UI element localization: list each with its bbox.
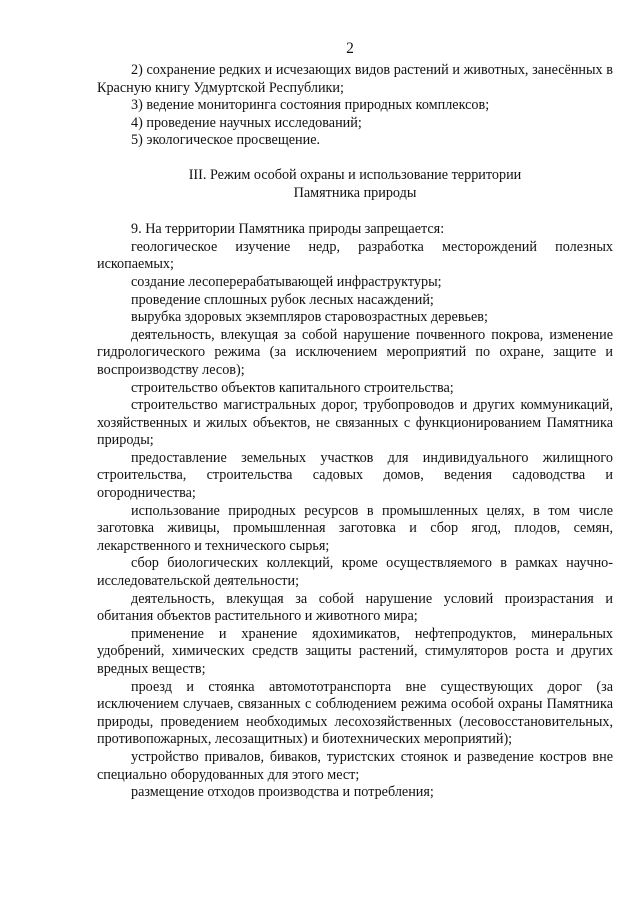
- goal-item-2: 2) сохранение редких и исчезающих видов растений и животных, занесённых в Красную книгу Удмуртской Республики;: [97, 62, 613, 96]
- goal-item-5: 5) экологическое просвещение.: [131, 132, 321, 149]
- clause-item: проезд и стоянка автомототранспорта вне существующих дорог (за исключением случаев, связанных с соблюдением режима особой охраны Памятника природы, проведением необходимых лесохозяйственных (лесовосстановительных, противопожарных, лесозащитных) и биотехнических мероприятий);: [97, 678, 613, 748]
- clause-item: строительство магистральных дорог, трубопроводов и других коммуникаций, хозяйственных и жилых объектов, не связанных с функционированием Памятника природы;: [97, 397, 613, 449]
- section-heading-line-1: III. Режим особой охраны и использование территории: [188, 166, 522, 183]
- goals-list: [97, 62, 613, 150]
- clause-item: строительство объектов капитального строительства;: [131, 379, 454, 396]
- clause-title: 9. На территории Памятника природы запрещается:: [131, 221, 445, 238]
- clause-item: сбор биологических коллекций, кроме осуществляемого в рамках научно-исследовательской деятельности;: [97, 555, 613, 590]
- clause-item: предоставление земельных участков для индивидуального жилищного строительства, строительства садовых домов, ведения садоводства и огородничества;: [97, 449, 613, 502]
- clause-item: вырубка здоровых экземпляров старовозрастных деревьев;: [131, 309, 488, 326]
- document-body: [97, 62, 613, 802]
- clause-9: [97, 221, 613, 802]
- clause-item: деятельность, влекущая за собой нарушение почвенного покрова, изменение гидрологического режима (за исключением мероприятий по охране, защите и воспроизводству лесов);: [97, 326, 613, 378]
- goal-item-4: 4) проведение научных исследований;: [131, 114, 362, 131]
- clause-item: деятельность, влекущая за собой нарушение условий произрастания и обитания объектов растительного и животного мира;: [97, 590, 613, 625]
- section-heading: [97, 167, 613, 202]
- clause-item: проведение сплошных рубок лесных насаждений;: [131, 291, 434, 308]
- page-number: 2: [346, 40, 354, 57]
- goal-item-3: 3) ведение мониторинга состояния природных комплексов;: [131, 97, 490, 114]
- clause-item: использование природных ресурсов в промышленных целях, в том числе заготовка живицы, промышленная заготовка и сбор ягод, плодов, семян, лекарственного и технического сырья;: [97, 502, 613, 554]
- clause-item: устройство привалов, биваков, туристских стоянок и разведение костров вне специально оборудованных для этого мест;: [97, 748, 613, 783]
- clause-item: применение и хранение ядохимикатов, нефтепродуктов, минеральных удобрений, химических средств защиты растений, стимуляторов роста и других вредных веществ;: [97, 625, 613, 677]
- clause-item: геологическое изучение недр, разработка месторождений полезных ископаемых;: [97, 238, 613, 273]
- clause-item: размещение отходов производства и потребления;: [131, 784, 434, 801]
- section-heading-line-2: Памятника природы: [293, 184, 417, 201]
- clause-item: создание лесоперерабатывающей инфраструктуры;: [131, 273, 442, 290]
